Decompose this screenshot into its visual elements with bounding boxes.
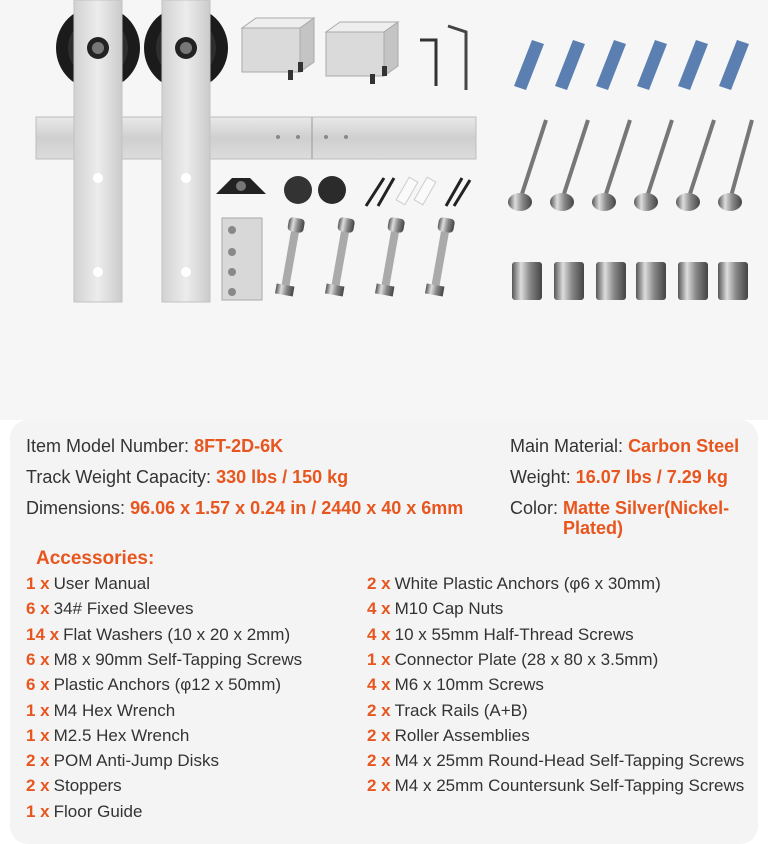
accessory-item xyxy=(367,574,661,594)
spec-material-value: Carbon Steel xyxy=(628,436,740,456)
stopper-2 xyxy=(326,22,398,84)
accessory-quantity: 2 x xyxy=(367,574,391,593)
spec-color: Color: Matte Silver(Nickel- xyxy=(510,498,730,518)
accessory-name: M8 x 90mm Self-Tapping Screws xyxy=(53,649,303,669)
accessory-name: M10 Cap Nuts xyxy=(394,599,504,619)
accessory-quantity: 4 x xyxy=(367,624,391,644)
accessory-item xyxy=(367,599,503,619)
accessory-name: 10 x 55mm Half-Thread Screws xyxy=(394,624,634,644)
accessory-quantity: 1 x xyxy=(26,574,50,593)
spec-capacity-value: 330 lbs / 150 kg xyxy=(216,467,349,487)
blue-plastic-anchors xyxy=(514,40,749,90)
accessory-quantity: 14 x xyxy=(26,624,60,644)
anti-jump-disk-1 xyxy=(284,176,312,204)
spec-dimensions: Dimensions: 96.06 x 1.57 x 0.24 in / 2440 x 40 x 6mm xyxy=(26,498,464,518)
accessory-item xyxy=(26,574,150,594)
accessory-item xyxy=(26,675,281,695)
accessory-quantity: 2 x xyxy=(367,725,391,745)
accessory-item xyxy=(367,650,658,670)
hex-wrench-2 xyxy=(448,26,466,90)
spec-model: Item Model Number: 8FT-2D-6K xyxy=(26,436,284,456)
accessory-name: M6 x 10mm Screws xyxy=(394,675,544,695)
accessory-quantity: 2 x xyxy=(26,751,50,771)
hardware-kit-illustration xyxy=(0,0,768,420)
accessory-quantity: 6 x xyxy=(26,675,50,695)
accessory-quantity: 1 x xyxy=(26,700,50,720)
accessory-name: M4 x 25mm Round-Head Self-Tapping Screws xyxy=(394,751,745,771)
accessory-name: Roller Assemblies xyxy=(394,725,530,745)
product-photo xyxy=(0,0,768,420)
accessory-name: White Plastic Anchors (φ6 x 30mm) xyxy=(394,574,661,593)
accessory-item xyxy=(26,776,122,796)
accessory-name: User Manual xyxy=(53,574,151,593)
accessory-name: Stoppers xyxy=(53,776,122,796)
half-thread-screws xyxy=(275,217,306,297)
spec-model-value: 8FT-2D-6K xyxy=(194,436,284,456)
accessory-name: 34# Fixed Sleeves xyxy=(53,599,194,619)
white-plastic-anchors xyxy=(396,177,436,205)
accessory-name: M4 x 25mm Countersunk Self-Tapping Screws xyxy=(394,776,745,796)
accessory-name: Floor Guide xyxy=(53,801,143,821)
accessory-quantity: 2 x xyxy=(367,776,391,796)
spec-weight-value: 16.07 lbs / 7.29 kg xyxy=(575,467,728,487)
accessory-quantity: 1 x xyxy=(26,725,50,745)
accessory-quantity: 2 x xyxy=(367,751,391,771)
stopper-1 xyxy=(242,18,314,80)
accessory-item xyxy=(26,599,194,619)
accessories-title: Accessories: xyxy=(36,548,155,569)
accessory-item xyxy=(367,726,530,746)
accessory-item xyxy=(26,802,142,822)
accessory-item xyxy=(26,625,290,645)
accessory-quantity: 4 x xyxy=(367,675,391,695)
accessory-item xyxy=(367,625,634,645)
accessory-item xyxy=(26,701,175,721)
accessory-item xyxy=(26,751,219,771)
connector-plate xyxy=(222,218,262,300)
accessory-item xyxy=(367,701,528,721)
accessory-quantity: 6 x xyxy=(26,649,50,669)
self-tapping-screws xyxy=(520,120,752,200)
accessory-item xyxy=(367,776,744,796)
hex-wrench-1 xyxy=(420,40,436,86)
accessory-name: Track Rails (A+B) xyxy=(394,700,528,720)
accessory-name: Flat Washers (10 x 20 x 2mm) xyxy=(63,624,291,644)
floor-guide xyxy=(216,178,266,194)
accessory-item xyxy=(26,726,189,746)
accessory-quantity: 1 x xyxy=(26,801,50,821)
fixed-sleeves xyxy=(512,262,748,300)
accessory-quantity: 1 x xyxy=(367,649,391,669)
accessory-quantity: 4 x xyxy=(367,599,391,619)
accessory-name: Plastic Anchors (φ12 x 50mm) xyxy=(53,675,282,695)
spec-dimensions-value: 96.06 x 1.57 x 0.24 in / 2440 x 40 x 6mm xyxy=(130,498,464,518)
spec-material: Main Material: Carbon Steel xyxy=(510,436,740,456)
accessory-name: POM Anti-Jump Disks xyxy=(53,751,219,771)
accessory-quantity: 2 x xyxy=(367,700,391,720)
accessory-quantity: 2 x xyxy=(26,776,50,796)
spec-section xyxy=(0,420,768,844)
accessory-item xyxy=(367,675,544,695)
accessory-item xyxy=(26,650,302,670)
accessory-item xyxy=(367,751,744,771)
accessory-quantity: 6 x xyxy=(26,599,50,619)
accessory-name: M4 Hex Wrench xyxy=(53,700,176,720)
accessory-name: Connector Plate (28 x 80 x 3.5mm) xyxy=(394,649,659,669)
spec-color-value-line2: Plated) xyxy=(563,518,624,538)
spec-card xyxy=(10,420,758,844)
spec-weight: Weight: 16.07 lbs / 7.29 kg xyxy=(510,467,728,487)
flat-washers xyxy=(508,193,742,211)
accessory-name: M2.5 Hex Wrench xyxy=(53,725,190,745)
anti-jump-disk-2 xyxy=(318,176,346,204)
spec-color-value: Matte Silver(Nickel- xyxy=(563,498,730,518)
spec-capacity: Track Weight Capacity: 330 lbs / 150 kg xyxy=(26,467,349,487)
